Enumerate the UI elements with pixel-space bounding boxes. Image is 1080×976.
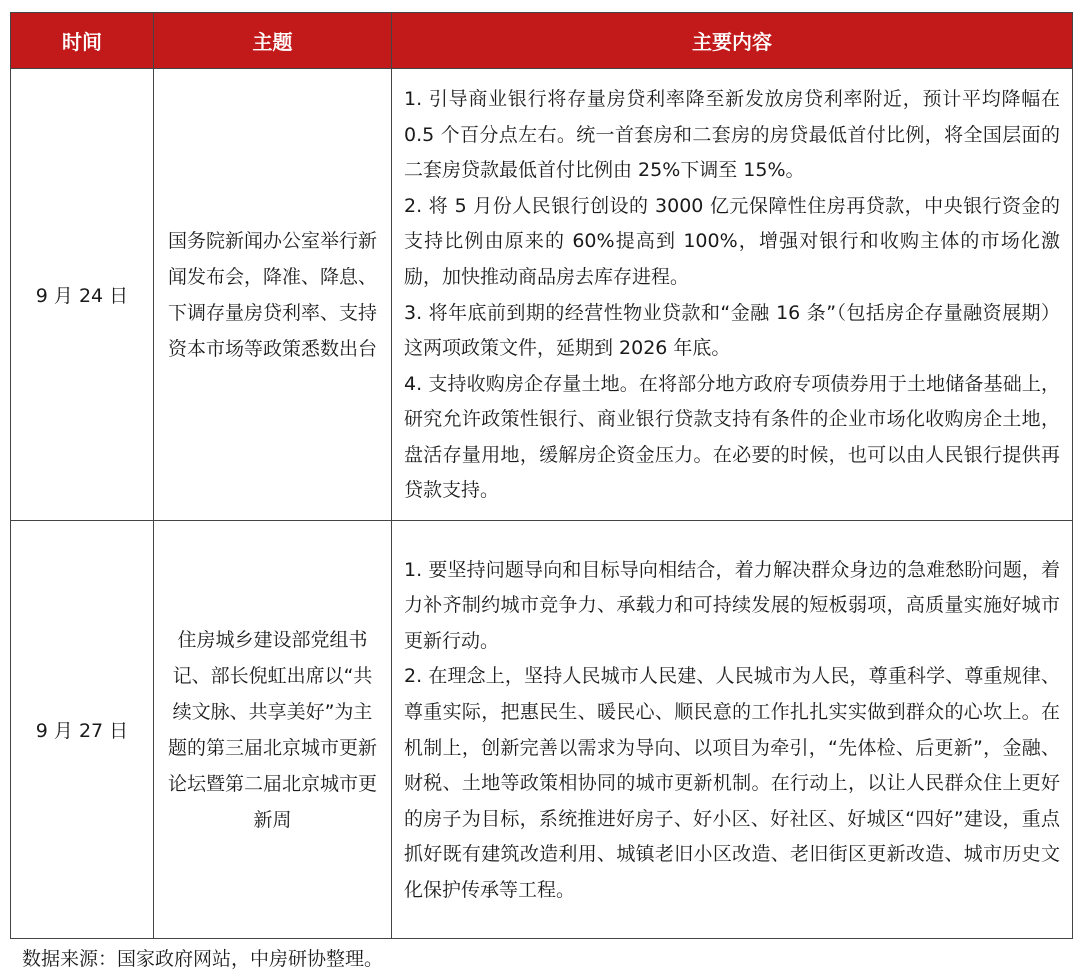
table-row <box>11 521 1073 939</box>
policy-table <box>10 12 1073 939</box>
header-topic: 主题 <box>154 13 392 69</box>
header-row <box>11 13 1073 69</box>
row-topic: 住房城乡建设部党组书记、部长倪虹出席以“共续文脉、共享美好”为主题的第三届北京城市更新论坛暨第二届北京城市更新周 <box>154 521 392 939</box>
row-topic: 国务院新闻办公室举行新闻发布会，降准、降息、下调存量房贷利率、支持资本市场等政策悉数出台 <box>154 69 392 521</box>
row-date: 9 月 27 日 <box>11 521 154 939</box>
data-source-note: 数据来源：国家政府网站，中房研协整理。 <box>22 948 384 970</box>
header-time: 时间 <box>11 13 154 69</box>
row-date: 9 月 24 日 <box>11 69 154 521</box>
content-item: 3. 将年底前到期的经营性物业贷款和“金融 16 条”（包括房企存量融资展期）这两项政策文件，延期到 2026 年底。 <box>404 301 1060 360</box>
content-item: 4. 支持收购房企存量土地。在将部分地方政府专项债券用于土地储备基础上，研究允许政策性银行、商业银行贷款支持有条件的企业市场化收购房企土地，盘活存量用地，缓解房企资金压力。在必要的时候，也可以由人民银行提供再贷款支持。 <box>404 372 1060 502</box>
content-item: 2. 将 5 月份人民银行创设的 3000 亿元保障性住房再贷款，中央银行资金的支持比例由原来的 60%提高到 100%，增强对银行和收购主体的市场化激励，加快推动商品房去库存进程。 <box>404 194 1060 288</box>
content-item: 1. 要坚持问题导向和目标导向相结合，着力解决群众身边的急难愁盼问题，着力补齐制约城市竞争力、承载力和可持续发展的短板弱项，高质量实施好城市更新行动。 <box>404 558 1060 652</box>
row-content <box>392 521 1073 939</box>
content-item: 1. 引导商业银行将存量房贷利率降至新发放房贷利率附近，预计平均降幅在 0.5 个百分点左右。统一首套房和二套房的房贷最低首付比例，将全国层面的二套房贷款最低首付比例由 25%下调至 15%。 <box>404 87 1060 182</box>
table-row <box>11 69 1073 521</box>
header-content: 主要内容 <box>392 13 1073 69</box>
content-item: 2. 在理念上，坚持人民城市人民建、人民城市为人民，尊重科学、尊重规律、尊重实际，把惠民生、暖民心、顺民意的工作扎扎实实做到群众的心坎上。在机制上，创新完善以需求为导向、以项目为牵引，“先体检、后更新”，金融、财税、土地等政策相协同的城市更新机制。在行动上，以让人民群众住上更好的房子为目标，系统推进好房子、好小区、好社区、好城区“四好”建设，重点抓好既有建筑改造利用、城镇老旧小区改造、老旧街区更新改造、城市历史文化保护传承等工程。 <box>404 665 1060 901</box>
row-content <box>392 69 1073 521</box>
